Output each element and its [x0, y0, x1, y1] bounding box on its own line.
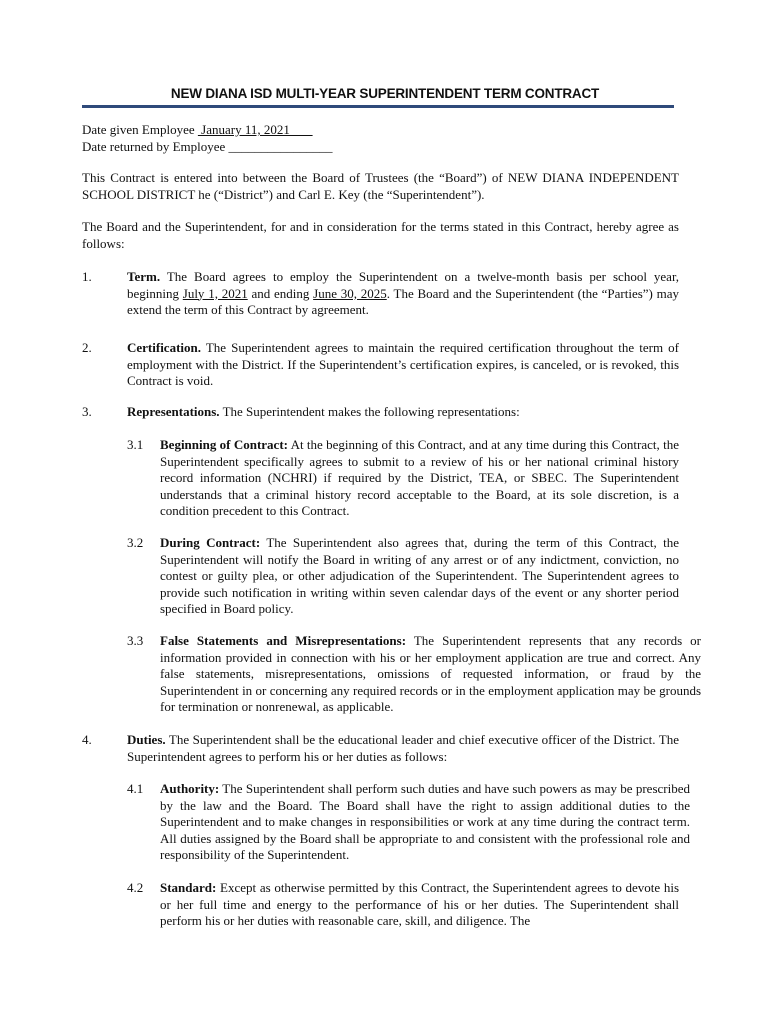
section-number: 2.: [82, 340, 92, 355]
section-text: . The Board and the Superintendent (the “Parties”) may extend the term of this Contract by agreement.: [127, 285, 680, 318]
section-number: 3.: [82, 404, 92, 419]
intro-paragraph-parties: This Contract is entered into between the Board of Trustees (the “Board”) of NEW DIANA INDEPENDENT SCHOOL DISTRICT he (“District”) and Carl E. Key (the “Superintendent”).: [82, 170, 679, 202]
subsection-number: 3.2: [127, 535, 144, 550]
section-representations: [127, 404, 679, 421]
subsection-standard: [160, 880, 679, 930]
section-text: The Superintendent shall be the educational leader and chief executive officer of the District. The Superintendent agrees to perform his or her duties as follows:: [127, 732, 679, 764]
subsection-number: 3.1: [127, 437, 144, 452]
term-start-date: July 1, 2021: [182, 285, 248, 301]
section-heading: Duties.: [127, 732, 166, 747]
subsection-beginning-of-contract: [160, 437, 679, 520]
section-number: 4.: [82, 732, 92, 747]
subsection-number: 4.2: [127, 880, 144, 895]
section-text: The Board agrees to employ the Superintendent on a twelve-month basis per school year, beginning: [127, 269, 679, 301]
section-text: The Superintendent makes the following representations:: [219, 404, 520, 419]
subsection-text: The Superintendent shall perform such duties and have such powers as may be prescribed by the law and the Board. The Board shall have the right to assign additional duties to the Superintendent and to make changes in responsibilities or work at any time during the contract term. All duties assigned by the Board shall be appropriate to and consistent with the professional role and responsibility of the Superintendent.: [160, 781, 690, 863]
date-returned-line: Date returned by Employee ________________: [82, 139, 333, 154]
subsection-false-statements: [160, 633, 701, 716]
title-underline-rule: [82, 105, 674, 108]
term-end-date: June 30, 2025: [313, 285, 387, 301]
subsection-heading: Authority:: [160, 781, 220, 796]
subsection-number: 3.3: [127, 633, 144, 648]
subsection-text: The Superintendent represents that any records or information provided in connection with his or her employment application are true and correct. Any false statements, misrepresentations, omissions of requested information, or fraud by the Superintendent in or concerning any required records or in the employment application may be grounds for termination or nonrenewal, as applicable.: [160, 633, 701, 715]
date-given-line: [82, 122, 682, 139]
section-text: The Superintendent agrees to maintain the required certification throughout the term of employment with the District. If the Superintendent’s certification expires, is canceled, or is revoked, this Contract is void.: [127, 340, 679, 389]
section-heading: Representations.: [127, 404, 220, 419]
subsection-text: At the beginning of this Contract, and at any time during this Contract, the Superintendent specifically agrees to submit to a review of his or her national criminal history record information (NCHRI) if required by the District, TEA, or SBEC. The Superintendent understands that a criminal history record acceptable to the Board, at its sole discretion, is a condition precedent to this Contract.: [160, 437, 679, 519]
section-text: and ending: [247, 285, 314, 301]
intro-paragraph-agreement: The Board and the Superintendent, for and in consideration for the terms stated in this Contract, hereby agree as follows:: [82, 219, 679, 251]
subsection-number: 4.1: [127, 781, 144, 796]
subsection-heading: False Statements and Misrepresentations:: [160, 633, 407, 648]
subsection-heading: Beginning of Contract:: [160, 437, 288, 452]
date-given-label: Date given Employee: [82, 122, 195, 137]
subsection-text: Except as otherwise permitted by this Contract, the Superintendent agrees to devote his or her full time and energy to the performance of his or her duties. The Superintendent shall perform his or her duties with reasonable care, skill, and diligence. The: [160, 880, 679, 929]
document-title: NEW DIANA ISD MULTI-YEAR SUPERINTENDENT TERM CONTRACT: [170, 86, 600, 101]
subsection-during-contract: [160, 535, 679, 618]
section-duties: [127, 732, 679, 765]
subsection-text: The Superintendent also agrees that, during the term of this Contract, the Superintendent will notify the Board in writing of any arrest or of any indictment, conviction, no contest or guilty plea, or other adjudication of the Superintendent. The Superintendent agrees to provide such notification in writing within seven calendar days of the event or any shorter period specified in Board policy.: [160, 535, 679, 617]
subsection-heading: During Contract:: [160, 535, 261, 550]
section-heading: Certification.: [127, 340, 202, 355]
section-term: [127, 269, 679, 319]
subsection-heading: Standard:: [160, 880, 217, 895]
date-given-value: January 11, 2021: [197, 122, 313, 137]
section-certification: [127, 340, 679, 390]
section-heading: Term.: [127, 269, 161, 284]
section-number: 1.: [82, 269, 92, 284]
subsection-authority: [160, 781, 690, 864]
